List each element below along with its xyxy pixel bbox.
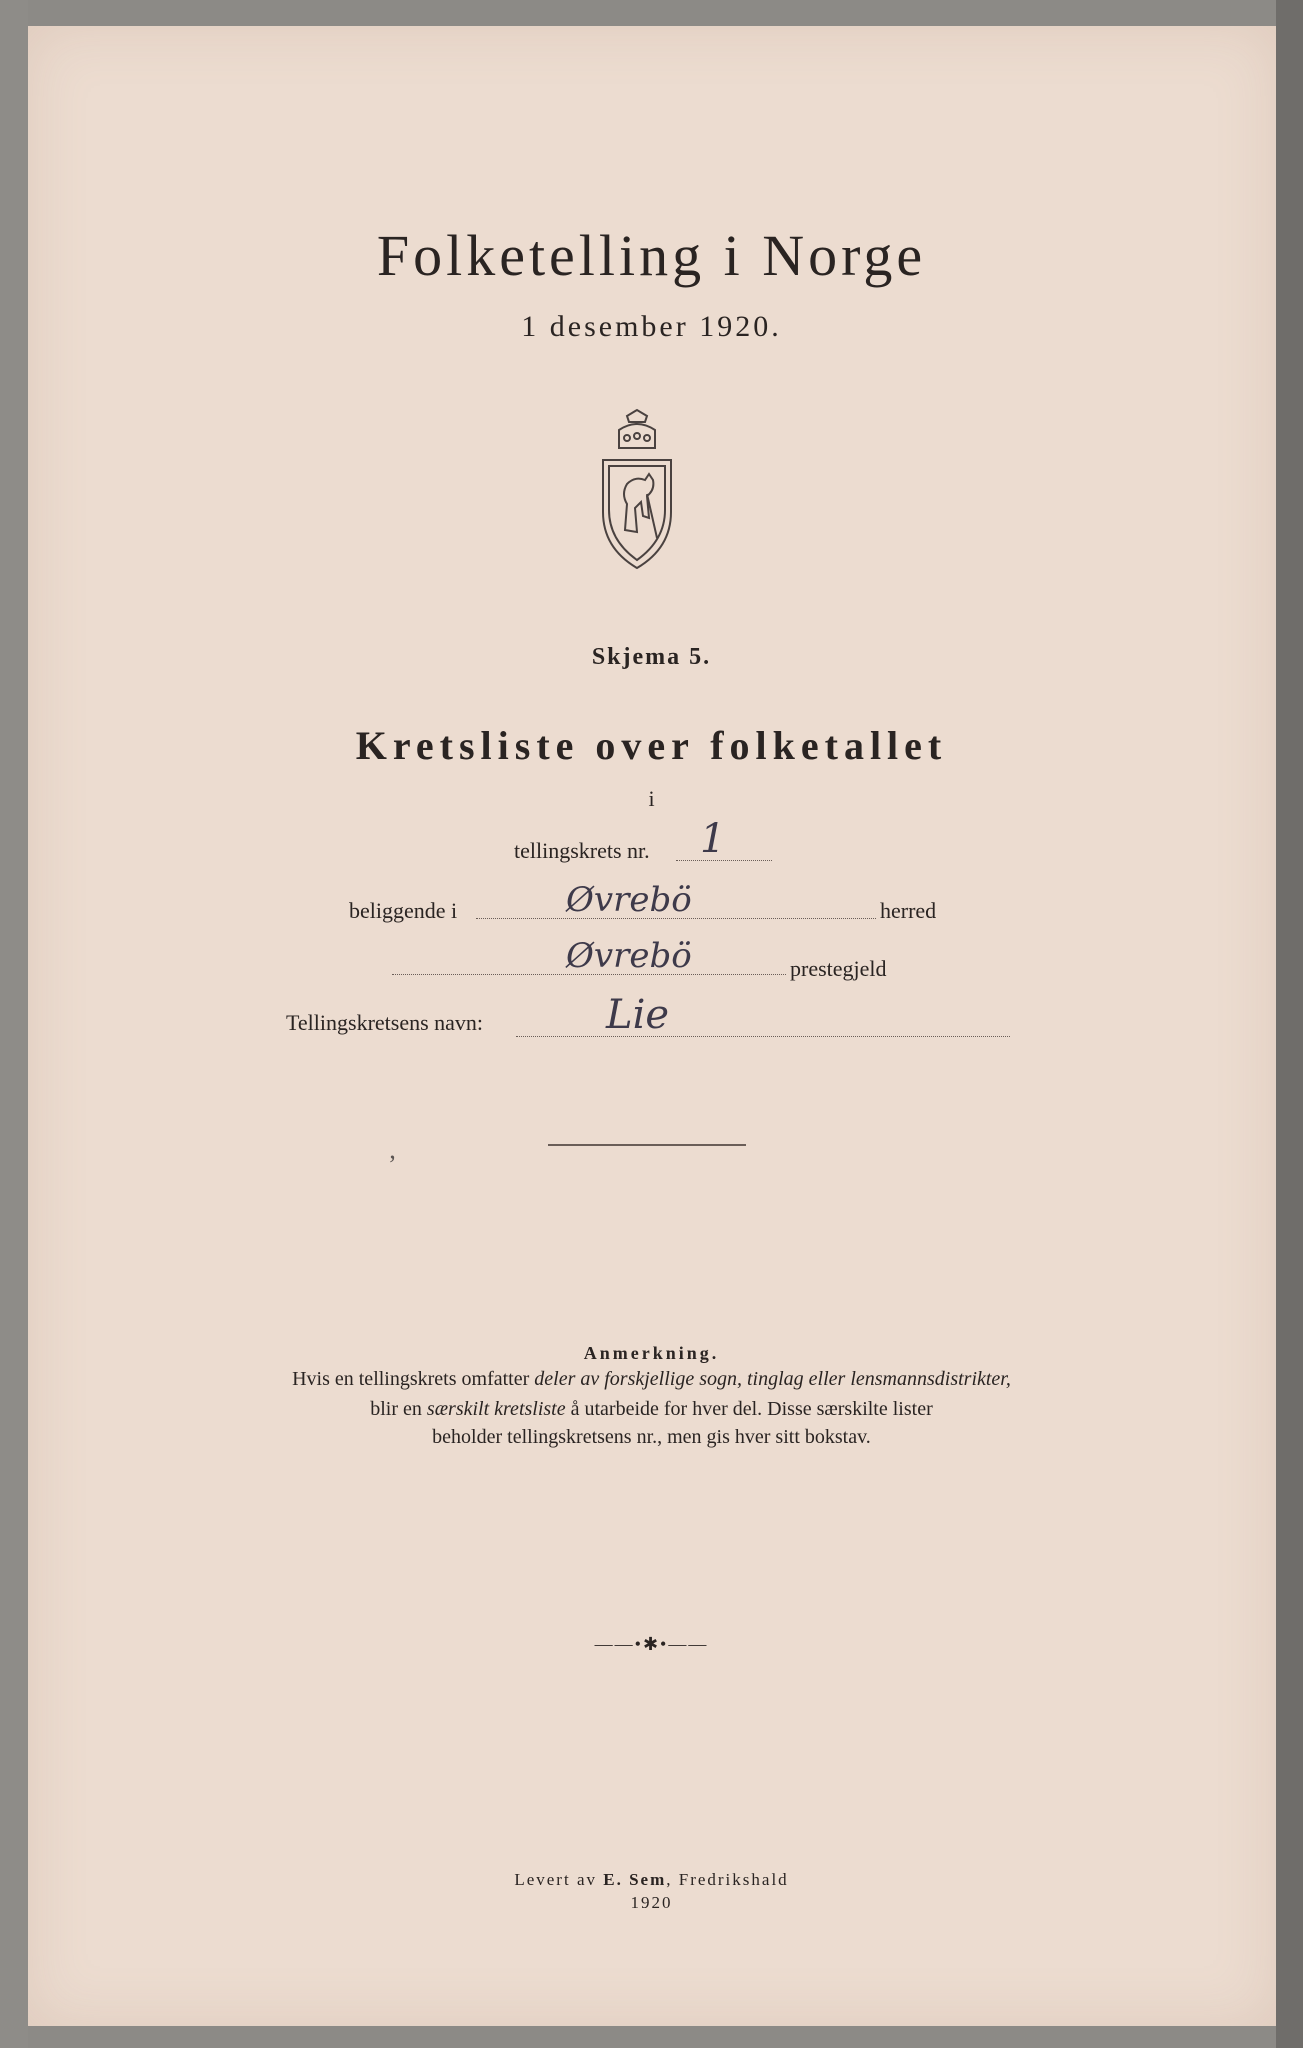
preposition: i xyxy=(648,786,655,811)
scan-border-right xyxy=(1276,0,1303,2048)
note-text: Hvis en tellingskrets omfatter xyxy=(292,1368,535,1390)
printer-text: Levert av xyxy=(514,1870,604,1889)
note-text: blir en xyxy=(370,1398,427,1420)
scan-border-left xyxy=(0,0,28,2048)
prestegjeld-label: prestegjeld xyxy=(790,956,887,981)
herred-value: Øvrebö xyxy=(566,880,692,920)
prestegjeld-value: Øvrebö xyxy=(566,936,692,976)
separator-rule xyxy=(548,1144,746,1146)
krets-label: tellingskrets nr. xyxy=(514,838,650,863)
krets-value: 1 xyxy=(700,816,726,862)
coat-of-arms-icon xyxy=(597,408,677,574)
ornament-divider: ——•✱•—— xyxy=(594,1634,709,1654)
pencil-mark: ’ xyxy=(388,1150,397,1179)
navn-value: Lie xyxy=(606,992,670,1038)
census-date: 1 desember 1920. xyxy=(521,310,782,343)
printer-name: E. Sem xyxy=(603,1870,667,1889)
printer-year: 1920 xyxy=(630,1893,673,1912)
navn-line xyxy=(516,1036,1010,1037)
form-heading: Kretsliste over folketallet xyxy=(355,723,948,768)
printer-line xyxy=(0,1870,1303,1890)
note-italic: deler av forskjellige sogn, tinglag eller lensmannsdistrikter, xyxy=(534,1368,1011,1390)
document-title: Folketelling i Norge xyxy=(376,223,927,288)
note-line-1 xyxy=(0,1368,1303,1391)
note-line-2 xyxy=(0,1398,1303,1421)
note-line-3: beholder tellingskretsens nr., men gis hver sitt bokstav. xyxy=(432,1426,871,1448)
note-text: å utarbeide for hver del. Disse særskilte lister xyxy=(565,1398,933,1420)
printer-city: , Fredrikshald xyxy=(666,1870,789,1889)
navn-label: Tellingskretsens navn: xyxy=(286,1010,484,1035)
schema-number: Skjema 5. xyxy=(591,644,712,670)
note-italic: særskilt kretsliste xyxy=(426,1398,566,1420)
beliggende-label: beliggende i xyxy=(349,898,458,923)
herred-label: herred xyxy=(880,898,937,923)
note-title: Anmerkning. xyxy=(583,1343,720,1363)
